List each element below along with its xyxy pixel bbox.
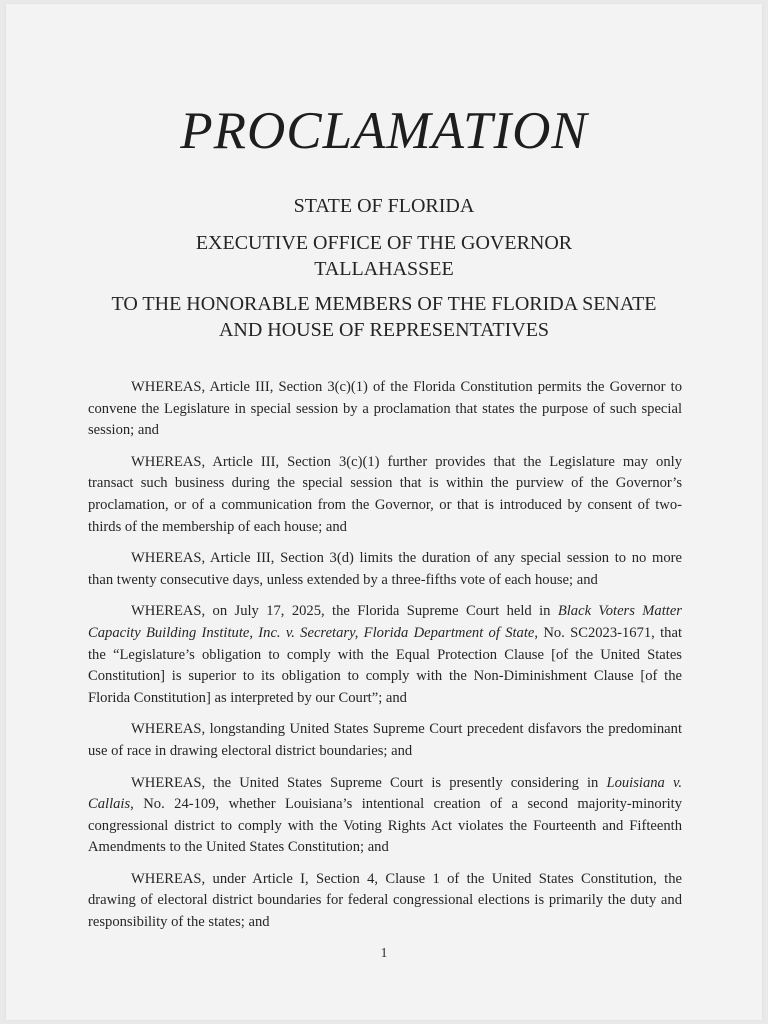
paragraph-text: , No. 24-109, whether Louisiana’s intentional creation of a second majority-minority congressional district to comply with the Voting Rights Act violates the Fourteenth and Fifteenth Amendments to the United States Constitution; and	[88, 796, 682, 856]
whereas-paragraph-1: WHEREAS, Article III, Section 3(c)(1) of the Florida Constitution permits the Governor to convene the Legislature in special session by a proclamation that states the purpose of such special session; and	[88, 379, 682, 439]
paragraph-text: WHEREAS, the United States Supreme Court is presently considering in	[131, 774, 607, 791]
state-heading: STATE OF FLORIDA	[293, 195, 475, 217]
whereas-paragraph-5: WHEREAS, longstanding United States Supreme Court precedent disfavors the predominant use of race in drawing electoral district boundaries; and	[88, 721, 682, 759]
case-citation: Black Voters Matter Capacity Building Institute, Inc. v. Secretary, Florida Department of State	[88, 603, 682, 641]
whereas-paragraph-2: WHEREAS, Article III, Section 3(c)(1) further provides that the Legislature may only transact such business during the special session that is within the purview of the Governor’s proclamation, or of a communication from the Governor, or that is introduced by consent of two-thirds of the membership of each house; and	[88, 453, 682, 535]
document-body	[88, 377, 682, 944]
whereas-paragraph-3: WHEREAS, Article III, Section 3(d) limits the duration of any special session to no more than twenty consecutive days, unless extended by a three-fifths vote of each house; and	[88, 550, 682, 588]
address-line-2: AND HOUSE OF REPRESENTATIVES	[218, 319, 550, 341]
paragraph-text: , No. SC2023-1671, that the “Legislature’s obligation to comply with the Equal Protection Clause [of the United States Constitution] is superior to its obligation to comply with the Non-Diminishment Clause [of the Florida Constitution] as interpreted by our Court”; and	[88, 624, 682, 706]
page-number: 1	[380, 946, 388, 961]
city-heading: TALLAHASSEE	[314, 258, 454, 280]
whereas-paragraph-7: WHEREAS, under Article I, Section 4, Clause 1 of the United States Constitution, the drawing of electoral district boundaries for federal congressional elections is primarily the duty and responsibility of the states; and	[88, 870, 682, 931]
office-heading: EXECUTIVE OFFICE OF THE GOVERNOR	[195, 232, 573, 254]
address-line-1: TO THE HONORABLE MEMBERS OF THE FLORIDA SENATE	[111, 293, 657, 315]
case-citation: Louisiana v. Callais	[88, 774, 682, 813]
whereas-paragraph-4	[88, 601, 682, 709]
document-title: PROCLAMATION	[180, 102, 588, 160]
whereas-paragraph-6	[88, 773, 682, 859]
paragraph-text: WHEREAS, on July 17, 2025, the Florida Supreme Court held in	[131, 603, 558, 620]
